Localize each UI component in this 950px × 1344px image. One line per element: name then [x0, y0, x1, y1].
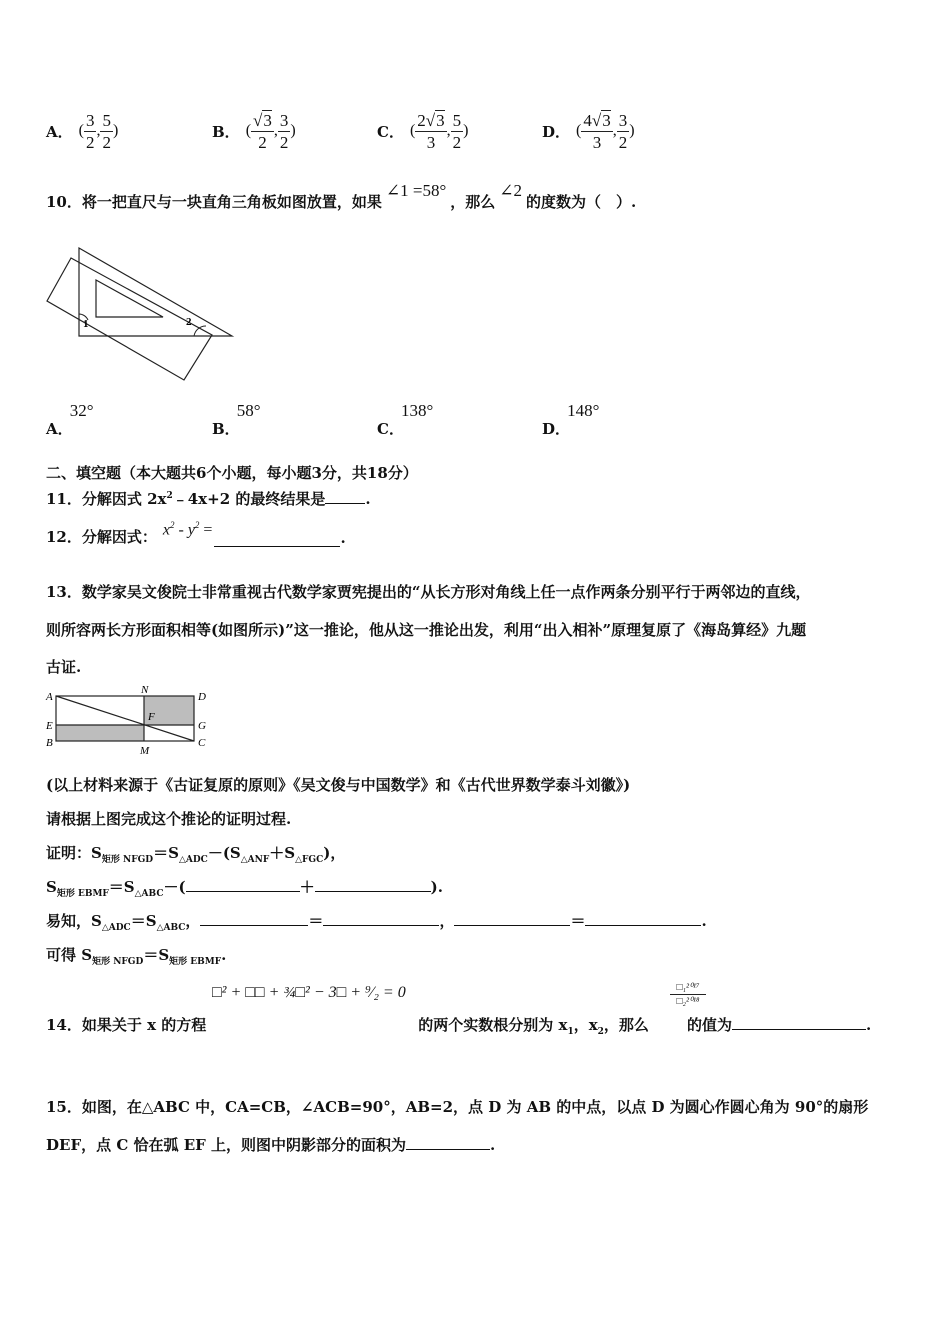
paren-open: (: [576, 122, 582, 139]
proof-text: －(: [163, 878, 186, 896]
proof-text: ，: [185, 912, 201, 930]
proof-text: ＝S: [130, 912, 157, 930]
set-square-outer: [79, 248, 232, 336]
proof-line-2: [46, 876, 443, 899]
denominator: □₂²⁰¹⁸: [676, 996, 700, 1007]
q14-mid2: ，那么: [603, 1016, 649, 1034]
numerator: √3: [253, 110, 272, 130]
q10-prefix: 10．将一把直尺与一块直角三角板如图放置，如果: [46, 192, 382, 211]
option-letter: A．: [46, 420, 73, 438]
answer-blank[interactable]: [214, 546, 340, 547]
proof-text: ).: [430, 878, 443, 896]
label-c: C: [198, 737, 206, 749]
numerator: □₁²⁰¹⁷: [670, 982, 706, 995]
answer-blank[interactable]: [325, 503, 365, 504]
exponent: 2: [169, 519, 175, 530]
label-n: N: [141, 684, 149, 696]
answer-blank[interactable]: [585, 925, 701, 926]
equals: ＝: [308, 912, 324, 930]
fraction: [100, 112, 113, 151]
q9-option-a: [46, 106, 118, 156]
q10-option-c: [377, 400, 441, 438]
proof-text: ＋S: [269, 844, 296, 862]
coefficient: 2: [417, 110, 426, 130]
q11-rest: ﹣4x+2 的最终结果是: [172, 490, 326, 508]
label-a: A: [46, 691, 53, 703]
proof-text: .: [221, 946, 227, 964]
set-square-inner: [96, 280, 163, 317]
proof-text: ＝S: [143, 946, 170, 964]
paren-open: (: [78, 122, 84, 139]
comma: ,: [446, 122, 451, 139]
label-g: G: [198, 720, 206, 732]
proof-line-1: [46, 842, 345, 865]
coefficient: 4: [583, 110, 592, 130]
subscript: △ADC: [101, 923, 131, 933]
numerator: 2√3: [417, 110, 445, 130]
proof-text: )，: [323, 844, 346, 862]
option-letter: B．: [212, 420, 240, 438]
subscript: 矩形 NFGD: [101, 855, 154, 865]
q15-line2: [46, 1134, 495, 1155]
numerator: 3: [279, 110, 289, 130]
radicand: 3: [263, 110, 272, 130]
q11: [46, 488, 371, 509]
q10-options: [46, 400, 926, 436]
subscript: △FGC: [295, 855, 324, 865]
q15-text: DEF，点 C 恰在弧 EF 上，则图中阴影部分的面积为: [46, 1136, 407, 1154]
exponent: 2: [194, 519, 200, 530]
paren-close: ): [290, 122, 296, 139]
q9-option-b: [212, 106, 296, 156]
q11-prefix: 11．分解因式 2x: [46, 490, 167, 508]
option-letter: D．: [542, 122, 571, 141]
option-value: 148°: [567, 401, 600, 420]
q9-options: [46, 106, 926, 156]
subscript: 矩形 EBMF: [56, 889, 109, 899]
q10-option-d: [542, 400, 607, 438]
equals: =: [199, 521, 213, 538]
denominator: 2: [258, 132, 267, 152]
q14-stem: [46, 1014, 871, 1037]
answer-blank[interactable]: [186, 891, 300, 892]
option-value: 58°: [236, 401, 261, 420]
ruler-triangle-figure: [44, 244, 236, 384]
section-title: 二、填空题（本大题共6个小题，每小题3分，共18分）: [46, 464, 418, 482]
q14-comma: ，x: [573, 1016, 598, 1034]
fraction: [278, 112, 291, 151]
q10-option-b: [212, 400, 269, 438]
q10-mid: ，那么: [450, 192, 496, 211]
q14-mid: 的两个实数根分别为 x: [418, 1016, 568, 1034]
denominator: 3: [592, 132, 602, 152]
minus: -: [178, 521, 188, 538]
q12-expression: [163, 520, 213, 539]
denominator: 2: [618, 132, 628, 152]
paren-open: (: [245, 122, 252, 139]
angle-label-2: 2: [186, 316, 192, 328]
exponent: 2: [166, 491, 173, 501]
answer-blank[interactable]: [406, 1149, 490, 1150]
q12: [46, 519, 346, 547]
var-y: y: [187, 521, 195, 538]
q14-equation: □² + □□ + ¾□² − 3□ + ⁹⁄₂ = 0: [212, 984, 406, 1001]
numerator: 3: [618, 110, 628, 130]
label-f: F: [148, 711, 155, 723]
period: .: [701, 912, 707, 930]
answer-blank[interactable]: [323, 925, 439, 926]
plus: ＋: [299, 878, 315, 896]
period: .: [865, 1016, 872, 1034]
comma: ,: [612, 122, 617, 139]
q14-suffix: 的值为: [686, 1016, 732, 1034]
proof-line-4: [46, 944, 226, 967]
fraction: [415, 112, 446, 151]
fraction: [251, 112, 274, 151]
comma: ,: [96, 122, 101, 139]
option-value: 138°: [401, 401, 434, 420]
paren-close: ): [463, 122, 469, 139]
subscript: △ABC: [134, 889, 164, 899]
proof-text: 证明：S: [46, 844, 102, 862]
subscript: △ABC: [156, 923, 186, 933]
q14-fraction: [670, 982, 706, 1007]
q13-line3: 古证.: [46, 658, 82, 676]
denominator: 2: [452, 132, 462, 152]
label-m: M: [140, 745, 150, 756]
answer-blank[interactable]: [315, 891, 431, 892]
option-letter: C．: [377, 122, 404, 141]
numerator: 5: [102, 110, 111, 130]
radicand: 3: [436, 110, 445, 130]
period: .: [490, 1136, 496, 1154]
q10-stem: [46, 181, 637, 216]
fraction: [617, 112, 630, 151]
paren-open: (: [409, 122, 416, 139]
subscript: 1: [567, 1027, 574, 1037]
label-d: D: [198, 691, 206, 703]
q10-option-a: [46, 400, 102, 438]
subscript: △ANF: [240, 855, 270, 865]
fraction: [581, 112, 612, 151]
rect-ebmf: [56, 725, 144, 741]
proof-text: ＝S: [108, 878, 135, 896]
numerator: 4√3: [583, 110, 611, 130]
var-x: x: [162, 521, 170, 538]
q13-line2: 则所容两长方形面积相等(如图所示)”这一推论，他从这一推论出发，利用“出入相补”原理复原了《海岛算经》九题: [46, 621, 807, 639]
radicand: 3: [602, 110, 611, 130]
proof-line-3: [46, 910, 707, 933]
q13-source: (以上材料来源于《古证复原的原则》《吴文俊与中国数学》和《古代世界数学泰斗刘徽》): [46, 776, 631, 794]
label-b: B: [46, 737, 53, 749]
denominator: 2: [279, 132, 289, 152]
answer-blank[interactable]: [454, 925, 570, 926]
proof-text: ＝S: [153, 844, 179, 862]
angle-label-1: 1: [83, 318, 89, 330]
option-value: 32°: [69, 401, 94, 420]
equals: ＝: [570, 912, 586, 930]
fraction: [84, 112, 97, 151]
period: .: [340, 529, 346, 547]
comma: ,: [273, 122, 278, 139]
proof-text: S: [46, 878, 57, 896]
q15-line1: 15．如图，在△ABC 中，CA=CB，∠ACB=90°，AB=2，点 D 为 AB 的中点，以点 D 为圆心作圆心角为 90°的扇形: [46, 1098, 869, 1116]
proof-text: 易知，S: [46, 912, 102, 930]
period: .: [365, 490, 371, 508]
rectangle-figure: [44, 684, 216, 756]
paren-close: ): [112, 122, 119, 139]
q10-suffix: 的度数为（ ）.: [526, 192, 637, 211]
q13-line1: 13．数学家吴文俊院士非常重视古代数学家贾宪提出的“从长方形对角线上任一点作两条分别平行于两邻边的直线，: [46, 583, 811, 601]
subscript: 2: [597, 1027, 604, 1037]
answer-blank[interactable]: [200, 925, 308, 926]
proof-text: 可得 S: [46, 946, 93, 964]
proof-text: －(S: [207, 844, 241, 862]
angle1-expression: ∠1 =58°: [385, 181, 447, 200]
denominator: 2: [102, 132, 111, 152]
denominator: 2: [85, 132, 95, 152]
q12-prefix: 12．分解因式：: [46, 528, 157, 546]
option-letter: C．: [377, 420, 404, 438]
angle2-expression: ∠2: [499, 181, 523, 200]
subscript: 矩形 NFGD: [92, 957, 144, 967]
label-e: E: [46, 720, 53, 732]
answer-blank[interactable]: [732, 1029, 866, 1030]
q9-option-d: [542, 106, 635, 156]
option-letter: A．: [46, 122, 73, 141]
numerator: 3: [85, 110, 95, 130]
subscript: △ADC: [178, 855, 208, 865]
numerator: 5: [452, 110, 462, 130]
subscript: 矩形 EBMF: [169, 957, 222, 967]
q9-option-c: [377, 106, 468, 156]
q13-instruction: 请根据上图完成这个推论的证明过程.: [46, 810, 292, 828]
proof-text: ，: [439, 912, 455, 930]
denominator: 3: [426, 132, 436, 152]
fraction: [451, 112, 464, 151]
option-letter: D．: [542, 420, 571, 438]
paren-close: ): [629, 122, 635, 139]
option-letter: B．: [212, 122, 240, 141]
q14-prefix: 14．如果关于 x 的方程: [46, 1016, 207, 1034]
